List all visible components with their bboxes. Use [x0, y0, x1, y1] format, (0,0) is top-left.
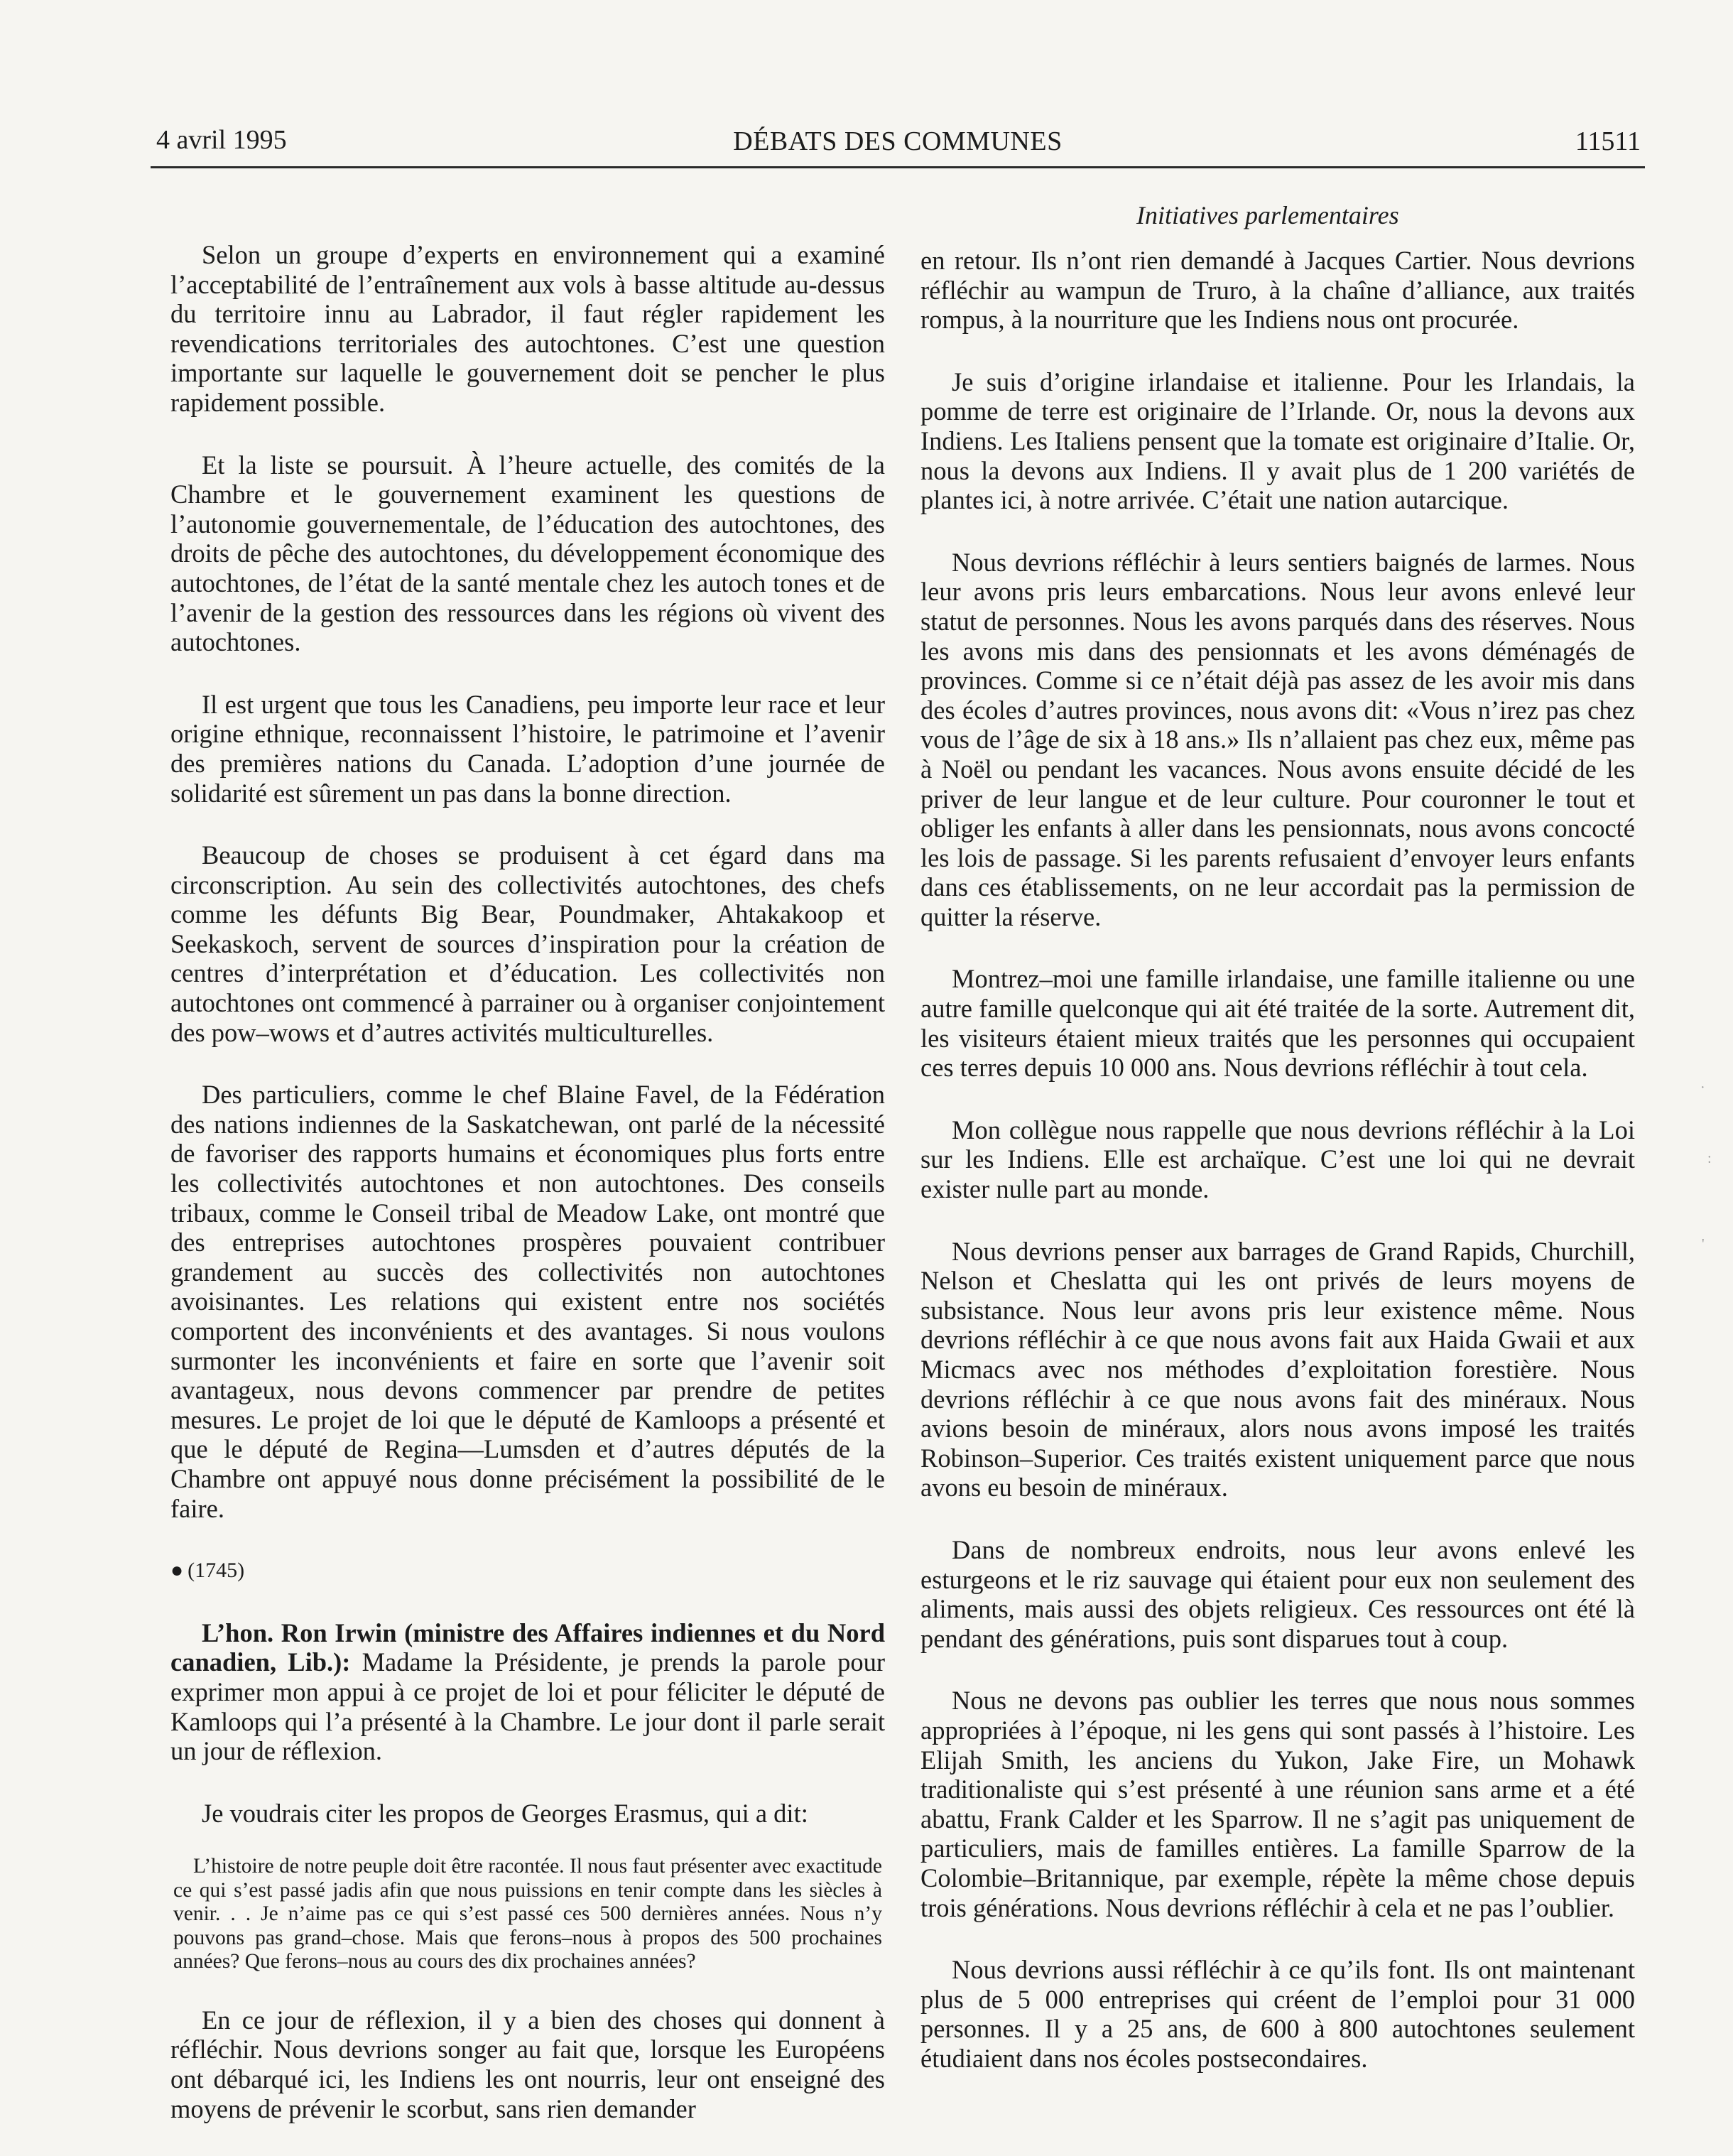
- section-label: Initiatives parlementaires: [1136, 201, 1399, 229]
- page-header: [151, 122, 1645, 165]
- left-column: [170, 240, 885, 2156]
- speaker-paragraph: [170, 1618, 885, 1766]
- page-number: 11511: [1575, 126, 1641, 156]
- timestamp-marker: [170, 1556, 885, 1586]
- paragraph: Nous ne devons pas oublier les terres que nous nous sommes appropriées à l’époque, ni les gens qui sont passés à l’histoire. Les Elijah Smith, les anciens du Yukon, Jake Fire, un Mohawk traditionaliste qui s’est présenté à une réunion sans arme et a été abattu, Frank Calder et les Sparrow. Il ne s’agit pas uniquement de particuliers, mais de familles entières. La famille Sparrow de la Colombie–Britannique, par exemple, répète la même chose depuis trois générations. Nous devrions réfléchir à cela et ne pas l’oublier.: [920, 1686, 1635, 1922]
- paragraph: Nous devrions penser aux barrages de Grand Rapids, Churchill, Nelson et Cheslatta qui les ont privés de leurs moyens de subsistance. Nous leur avons pris leur existence même. Nous devrions réfléchir à ce que nous avons fait aux Haida Gwaii et aux Micmacs avec nos méthodes d’exploitation forestière. Nous devrions réfléchir à ce que nous avons fait des minéraux. Nous avions besoin de minéraux, alors nous avons imposé les traités Robinson–Superior. Ces traités existent uniquement parce que nous avons eu besoin de minéraux.: [920, 1236, 1635, 1502]
- header-rule: [151, 166, 1645, 168]
- paragraph: Et la liste se poursuit. À l’heure actuelle, des comités de la Chambre et le gouvernement examinent les questions de l’autonomie gouvernementale, de l’éducation des autochtones, des droits de pêche des autochtones, du développement économique des autochtones, de l’état de la santé mentale chez les autoch tones et de l’avenir de la gestion des ressources dans les régions où vivent des autochtones.: [170, 450, 885, 657]
- speech-text: Madame la Présidente, je prends la parole pour exprimer mon appui à ce projet de loi et pour féliciter le député de Kamloops qui l’a présenté à la Chambre. Le jour dont il parle serait un jour de réflexion.: [170, 1647, 885, 1766]
- paragraph: Il est urgent que tous les Canadiens, peu importe leur race et leur origine ethnique, reconnaissent l’histoire, le patrimoine et l’avenir des premières nations du Canada. L’adoption d’une journée de solidarité est sûrement un pas dans la bonne direction.: [170, 689, 885, 808]
- header-date: 4 avril 1995: [156, 125, 287, 155]
- right-column: [920, 246, 1635, 2106]
- paragraph: Dans de nombreux endroits, nous leur avons enlevé les esturgeons et le riz sauvage qui étaient pour eux non seulement des aliments, mais aussi des objets religieux. Ces ressources ont été là pendant des générations, puis sont disparues tout à coup.: [920, 1534, 1635, 1653]
- paragraph: Nous devrions réfléchir à leurs sentiers baignés de larmes. Nous leur avons pris leurs embarcations. Nous leur avons enlevé leur statut de personnes. Nous les avons parqués dans des réserves. Nous les avons mis dans des pensionnats et les avons déménagés de provinces. Comme si ce n’était déjà pas assez de les avoir mis dans des écoles d’autres provinces, nous avons dit: «Vous n’irez pas chez vous de l’âge de six à 18 ans.» Ils n’allaient pas chez eux, même pas à Noël ou pendant les vacances. Nous avons ensuite décidé de les priver de leur langue et de leur culture. Pour couronner le tout et obliger les enfants à aller dans les pensionnats, nous avons concocté les lois de passage. Si les parents refusaient d’envoyer leurs enfants dans ces établissements, on ne leur accordait pas la permission de quitter la réserve.: [920, 547, 1635, 931]
- paragraph: Montrez–moi une famille irlandaise, une famille italienne ou une autre famille quelconque qui ait été traitée de la sorte. Autrement dit, les visiteurs étaient mieux traités que les personnes qui occupaient ces terres depuis 10 000 ans. Nous devrions réfléchir à tout cela.: [920, 964, 1635, 1083]
- paragraph: Selon un groupe d’experts en environnement qui a examiné l’acceptabilité de l’entraînement aux vols à basse altitude au-dessus du territoire innu au Labrador, il faut régler rapidement les revendications territoriales des autochtones. C’est une question importante sur laquelle le gouvernement doit se pencher le plus rapidement possible.: [170, 240, 885, 417]
- paragraph: Nous devrions aussi réfléchir à ce qu’ils font. Ils ont maintenant plus de 5 000 entreprises qui créent de l’emploi pour 31 000 personnes. Il y a 25 ans, de 600 à 800 autochtones seulement étudiaient dans nos écoles postsecondaires.: [920, 1955, 1635, 2073]
- paragraph: Mon collègue nous rappelle que nous devrions réfléchir à la Loi sur les Indiens. Elle est archaïque. C’est une loi qui ne devrait exister nulle part au monde.: [920, 1115, 1635, 1204]
- speaker-name: L’hon. Ron Irwin (ministre des Affaires indiennes et du Nord canadien, Lib.):: [170, 1618, 885, 1677]
- paragraph: Je suis d’origine irlandaise et italienne. Pour les Irlandais, la pomme de terre est originaire de l’Irlande. Or, nous la devons aux Indiens. Les Italiens pensent que la tomate est originaire d’Italie. Or, nous la devons aux Indiens. Il y avait plus de 1 200 variétés de plantes ici, à notre arrivée. C’était une nation autarcique.: [920, 367, 1635, 515]
- paragraph: Beaucoup de choses se produisent à cet égard dans ma circonscription. Au sein des collectivités autochtones, des chefs comme les défunts Big Bear, Poundmaker, Ahtakakoop et Seekaskoch, servent de sources d’inspiration pour la création de centres d’interprétation et d’éducation. Les collectivités non autochtones ont commencé à parrainer ou à organiser conjointement des pow–wows et d’autres activités multiculturelles.: [170, 840, 885, 1047]
- paragraph: En ce jour de réflexion, il y a bien des choses qui donnent à réfléchir. Nous devrions songer au fait que, lorsque les Européens ont débarqué ici, les Indiens les ont nourris, leur ont enseigné des moyens de prévenir le scorbut, sans rien demander: [170, 2005, 885, 2123]
- bullet-icon: ●: [170, 1559, 184, 1583]
- block-quote: L’histoire de notre peuple doit être racontée. Il nous faut présenter avec exactitude ce qui s’est passé jadis afin que nous puissions en tenir compte dans les siècles à venir. . . Je n’aime pas ce qui s’est passé ces 500 dernières années. Nous n’y pouvons pas grand–chose. Mais que ferons–nous à propos des 500 prochaines années? Que ferons–nous au cours des dix prochaines années?: [173, 1855, 882, 1973]
- timestamp: (1745): [188, 1559, 245, 1583]
- header-title: DÉBATS DES COMMUNES: [733, 126, 1063, 156]
- paragraph: Je voudrais citer les propos de Georges Erasmus, qui a dit:: [202, 1798, 808, 1828]
- scan-edge-marks: · : ': [1700, 1080, 1712, 1252]
- paragraph-continued: en retour. Ils n’ont rien demandé à Jacques Cartier. Nous devrions réfléchir au wampun de Truro, à la chaîne d’alliance, aux traités rompus, à la nourriture que les Indiens nous ont procurée.: [920, 246, 1635, 335]
- paragraph: Des particuliers, comme le chef Blaine Favel, de la Fédération des nations indiennes de la Saskatchewan, ont parlé de la nécessité de favoriser des rapports humains et économiques plus forts entre les collectivités autochtones et non autochtones. Des conseils tribaux, comme le Conseil tribal de Meadow Lake, ont montré que des entreprises autochtones prospères pouvaient contribuer grandement au succès des collectivités non autochtones avoisinantes. Les relations qui existent entre nos sociétés comportent des inconvénients et des avantages. Si nous voulons surmonter les inconvénients et faire en sorte que l’avenir soit avantageux, nous devons commencer par prendre de petites mesures. Le projet de loi que le député de Kamloops a présenté et que le député de Regina—Lumsden et d’autres députés de la Chambre ont appuyé nous donne précisément la possibilité de le faire.: [170, 1080, 885, 1523]
